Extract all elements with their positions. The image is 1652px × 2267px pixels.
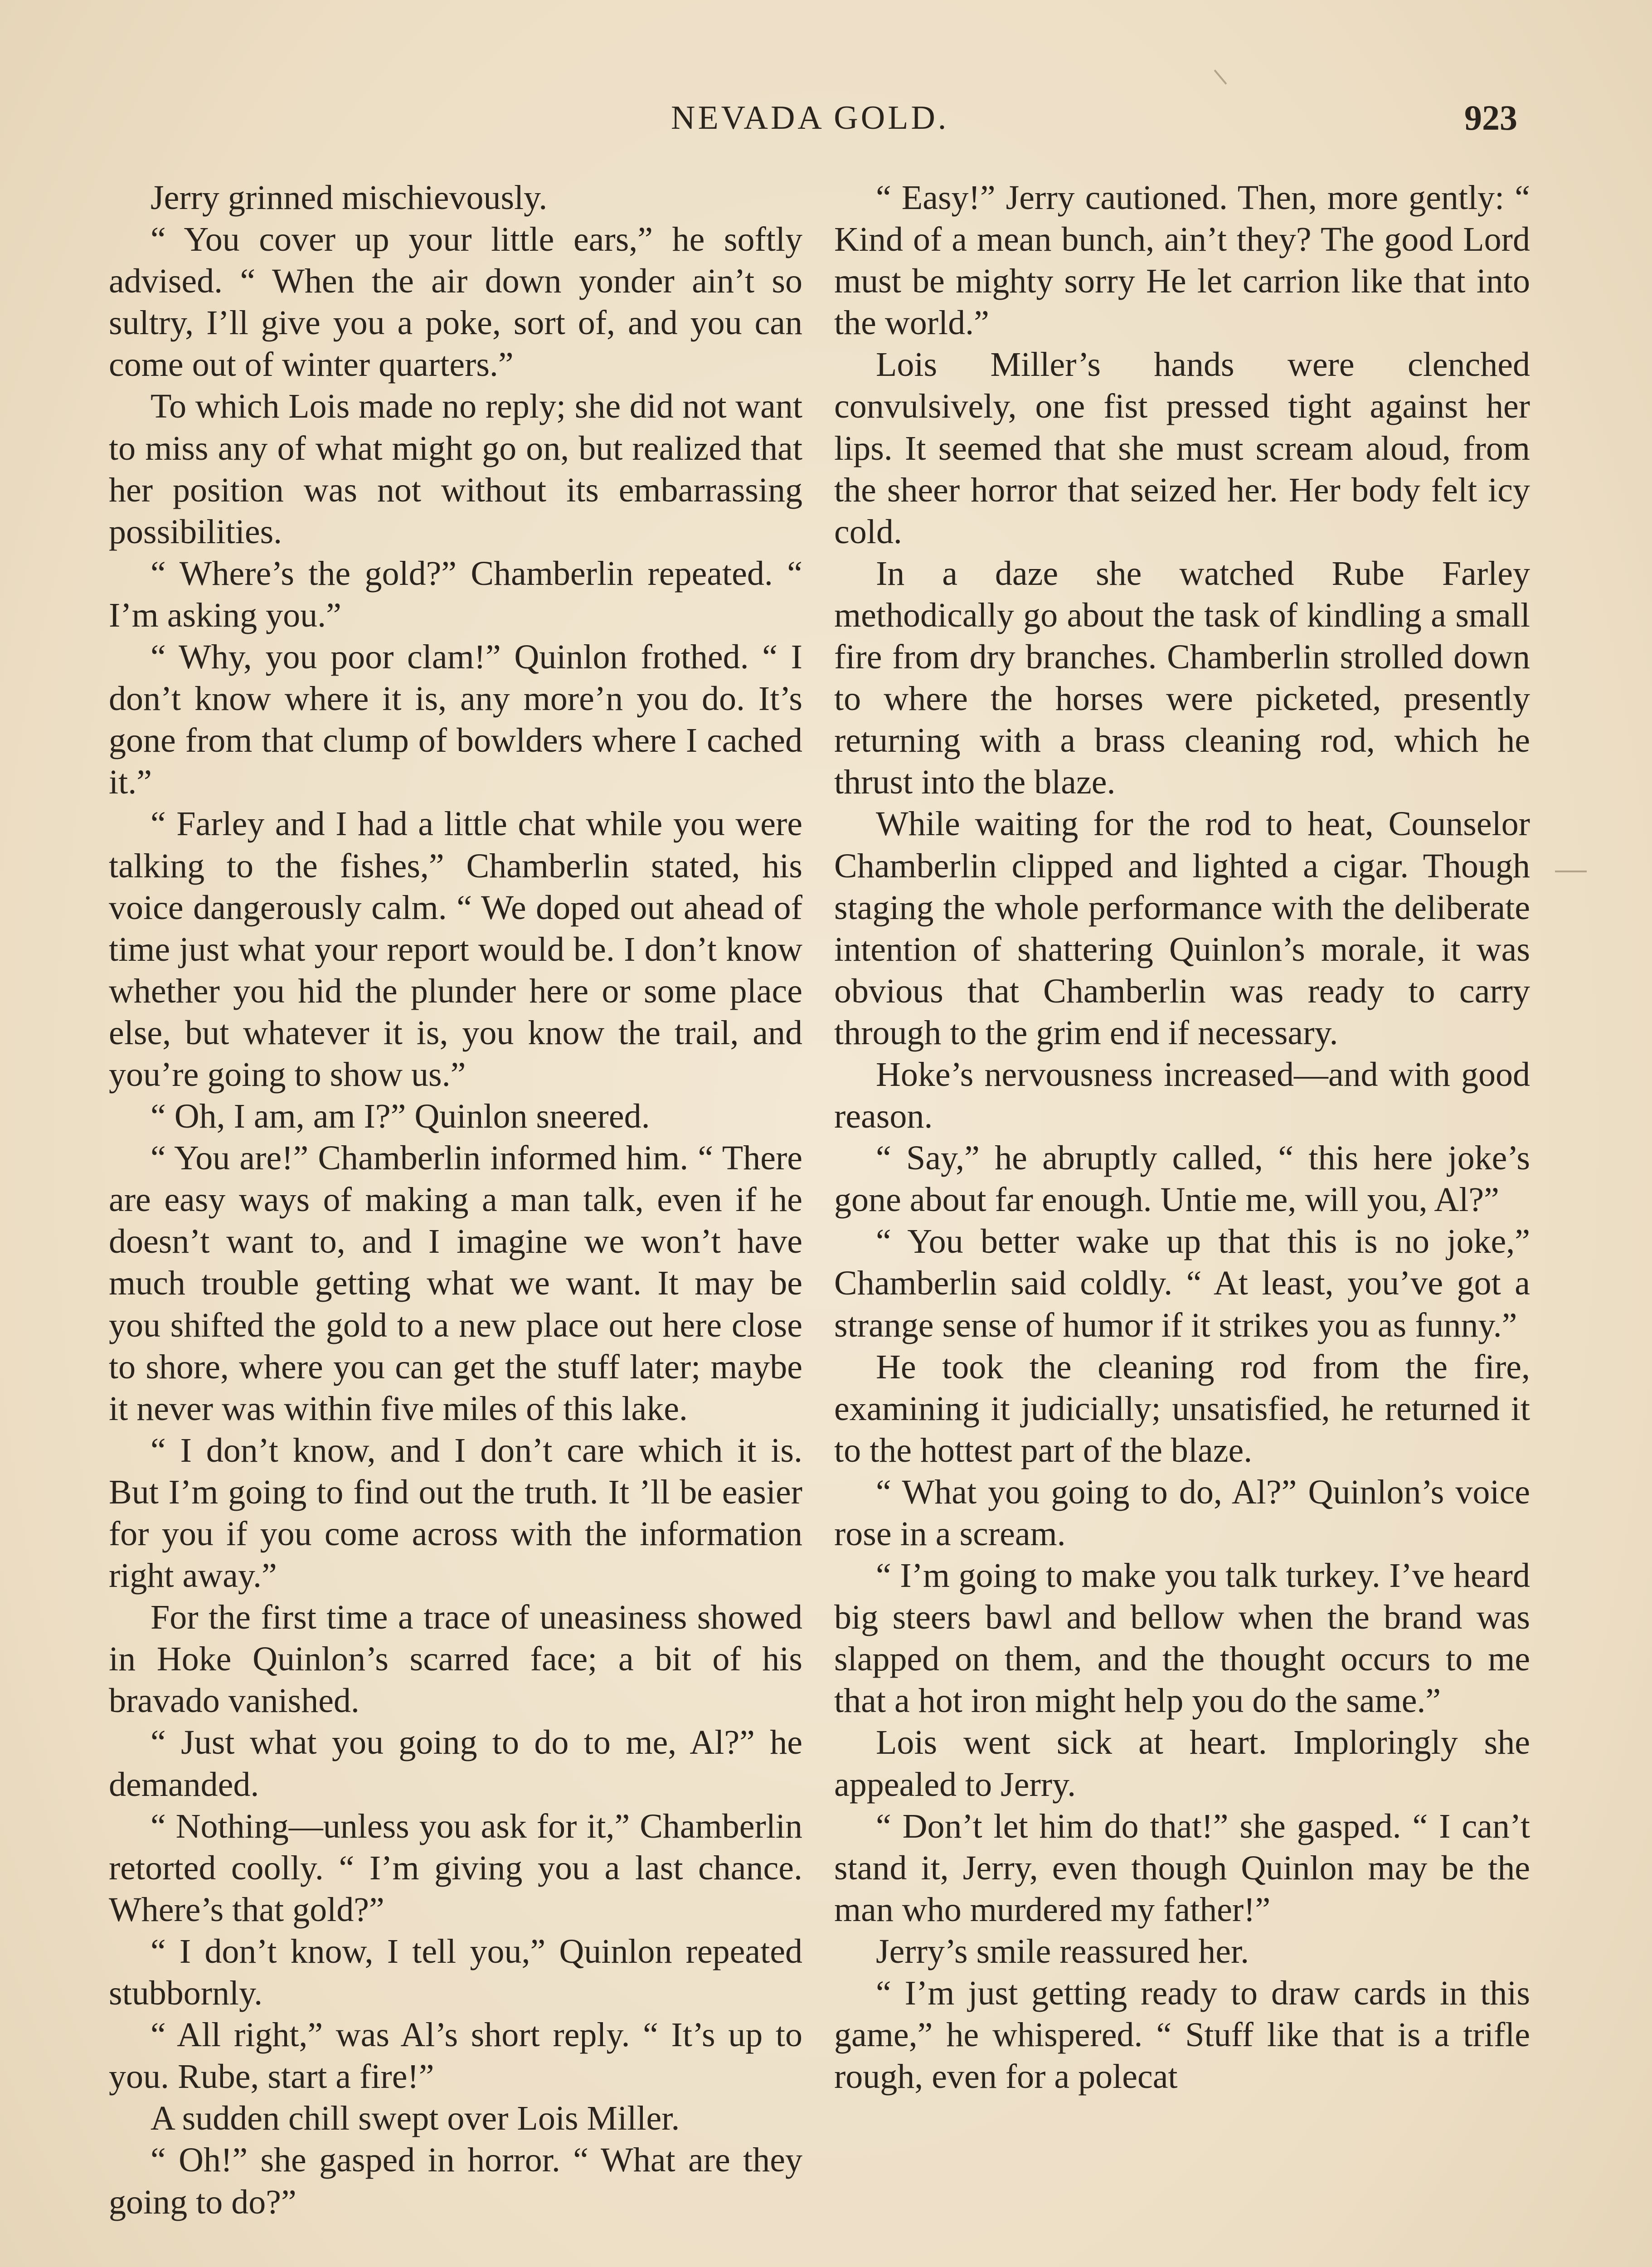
running-title: NEVADA GOLD. xyxy=(671,99,949,136)
paragraph: In a daze she watched Rube Farley methodically go about the task of kindling a small fire from dry branches. Chamberlin strolled down to where the horses were picketed, presently returning with a brass cleaning rod, which he thrust into the blaze. xyxy=(834,554,1530,802)
page-number: 923 xyxy=(1464,98,1517,137)
paragraph: A sudden chill swept over Lois Miller. xyxy=(151,2099,680,2138)
paragraph: “ All right,” was Al’s short reply. “ It’s up to you. Rube, start a fire!” xyxy=(109,2016,802,2096)
left-column xyxy=(109,177,802,2223)
right-column xyxy=(834,177,1530,2097)
paragraph: “ I don’t know, and I don’t care which it is. But I’m going to find out the truth. It ’ll be easier for you if you come across with the information right away.” xyxy=(109,1431,802,1595)
paper-speck xyxy=(1214,69,1227,84)
paragraph: “ Just what you going to do to me, Al?” he demanded. xyxy=(109,1723,802,1804)
paragraph: For the first time a trace of uneasiness showed in Hoke Quinlon’s scarred face; a bit of his bravado vanished. xyxy=(109,1598,802,1720)
paragraph: While waiting for the rod to heat, Counselor Chamberlin clipped and lighted a cigar. Though staging the whole performance with the deliberate intention of shattering Quinlon’s morale, it was obvious that Chamberlin was ready to carry through to the grim end if necessary. xyxy=(834,805,1530,1052)
paragraph: “ Farley and I had a little chat while you were talking to the fishes,” Chamberlin stated, his voice dangerously calm. “ We doped out ahead of time just what your report would be. I don’t know whether you hid the plunder here or some place else, but whatever it is, you know the trail, and you’re going to show us.” xyxy=(109,805,802,1094)
paragraph: “ What you going to do, Al?” Quinlon’s voice rose in a scream. xyxy=(834,1473,1530,1553)
paragraph: “ You better wake up that this is no joke,” Chamberlin said coldly. “ At least, you’ve got a strange sense of humor if it strikes you as funny.” xyxy=(834,1222,1530,1344)
paragraph: “ Say,” he abruptly called, “ this here joke’s gone about far enough. Untie me, will you, Al?” xyxy=(834,1139,1530,1219)
paragraph: “ Oh, I am, am I?” Quinlon sneered. xyxy=(151,1097,650,1136)
page-header xyxy=(0,93,1652,143)
paragraph: Jerry grinned mischievously. xyxy=(151,179,548,217)
paragraph: Lois Miller’s hands were clenched convulsively, one fist pressed tight against her lips. It seemed that she must scream aloud, from the sheer horror that seized her. Her body felt icy cold. xyxy=(834,345,1530,551)
paragraph: “ Easy!” Jerry cautioned. Then, more gently: “ Kind of a mean bunch, ain’t they? The good Lord must be mighty sorry He let carrion like that into the world.” xyxy=(834,179,1530,342)
paragraph: “ Why, you poor clam!” Quinlon frothed. “ I don’t know where it is, any more’n you do. It’s gone from that clump of bowlders where I cached it.” xyxy=(109,638,802,802)
paragraph: “ Nothing—unless you ask for it,” Chamberlin retorted coolly. “ I’m giving you a last chance. Where’s that gold?” xyxy=(109,1807,802,1929)
paragraph: “ Where’s the gold?” Chamberlin repeated. “ I’m asking you.” xyxy=(109,554,802,634)
paragraph: “ Oh!” she gasped in horror. “ What are they going to do?” xyxy=(109,2141,802,2221)
paragraph: “ I don’t know, I tell you,” Quinlon repeated stubbornly. xyxy=(109,1932,802,2013)
paragraph: He took the cleaning rod from the fire, examining it judicially; unsatisfied, he returned it to the hottest part of the blaze. xyxy=(834,1348,1530,1469)
paragraph: “ You are!” Chamberlin informed him. “ There are easy ways of making a man talk, even if he doesn’t want to, and I imagine we won’t have much trouble getting what we want. It may be you shifted the gold to a new place out here close to shore, where you can get the stuff later; maybe it never was within five miles of this lake. xyxy=(109,1139,802,1428)
paragraph: Jerry’s smile reassured her. xyxy=(876,1932,1249,1970)
paragraph: “ I’m going to make you talk turkey. I’ve heard big steers bawl and bellow when the brand was slapped on them, and the thought occurs to me that a hot iron might help you do the same.” xyxy=(834,1557,1530,1720)
paragraph: “ You cover up your little ears,” he softly advised. “ When the air down yonder ain’t so sultry, I’ll give you a poke, sort of, and you can come out of winter quarters.” xyxy=(109,220,802,384)
paragraph: Hoke’s nervousness increased—and with good reason. xyxy=(834,1055,1530,1136)
paper-speck xyxy=(1555,871,1587,872)
paragraph: To which Lois made no reply; she did not want to miss any of what might go on, but realized that her position was not without its embarrassing possibilities. xyxy=(109,387,802,551)
paragraph: “ Don’t let him do that!” she gasped. “ I can’t stand it, Jerry, even though Quinlon may be the man who murdered my father!” xyxy=(834,1807,1530,1929)
paragraph: “ I’m just getting ready to draw cards in this game,” he whispered. “ Stuff like that is a trifle rough, even for a polecat xyxy=(834,1974,1530,2096)
paragraph: Lois went sick at heart. Imploringly she appealed to Jerry. xyxy=(834,1723,1530,1804)
